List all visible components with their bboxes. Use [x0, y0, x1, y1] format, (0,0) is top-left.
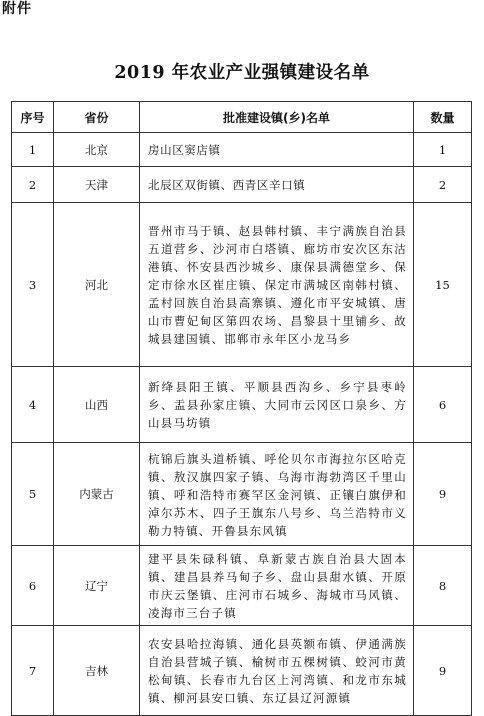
row-province: 辽宁 [54, 546, 140, 626]
row-province: 山西 [54, 367, 140, 443]
row-province: 北京 [54, 133, 140, 167]
row-no: 3 [12, 203, 54, 367]
header-province: 省份 [54, 102, 140, 133]
row-no: 6 [12, 546, 54, 626]
row-towns: 晋州市马于镇、赵县韩村镇、丰宁满族自治县五道营乡、沙河市白塔镇、廊坊市安次区东沽港镇、怀安县西沙城乡、康保县满德堂乡、保定市徐水区崔庄镇、保定市满城区南韩村镇、孟村回族自治县高寨镇、遵化市平安城镇、唐山市曹妃甸区第四农场、昌黎县十里铺乡、故城县建国镇、邯郸市永年区小龙马乡 [140, 203, 414, 367]
row-towns: 杭锦后旗头道桥镇、呼伦贝尔市海拉尔区哈克镇、敖汉旗四家子镇、乌海市海勃湾区千里山镇、呼和浩特市赛罕区金河镇、正镶白旗伊和淖尔苏木、四子王旗东八号乡、乌兰浩特市义勒力特镇、开鲁县东风镇 [140, 443, 414, 546]
table-row [12, 203, 472, 367]
header-towns: 批准建设镇(乡)名单 [140, 102, 414, 133]
row-province: 吉林 [54, 626, 140, 716]
row-towns: 房山区窦店镇 [140, 133, 414, 167]
row-no: 7 [12, 626, 54, 716]
table-header-row [12, 102, 472, 133]
row-towns: 建平县朱碌科镇、阜新蒙古族自治县大固本镇、建昌县养马甸子乡、盘山县甜水镇、开原市庆云堡镇、庄河市石城乡、海城市马风镇、凌海市三台子镇 [140, 546, 414, 626]
town-list-table [11, 101, 472, 716]
row-no: 5 [12, 443, 54, 546]
row-count: 6 [414, 367, 472, 443]
header-no: 序号 [12, 102, 54, 133]
header-count: 数量 [414, 102, 472, 133]
table-row [12, 546, 472, 626]
row-count: 8 [414, 546, 472, 626]
row-province: 内蒙古 [54, 443, 140, 546]
table-row [12, 626, 472, 716]
table-row [12, 167, 472, 203]
row-province: 河北 [54, 203, 140, 367]
row-count: 9 [414, 626, 472, 716]
row-province: 天津 [54, 167, 140, 203]
page-title: 2019 年农业产业强镇建设名单 [114, 63, 370, 83]
row-no: 4 [12, 367, 54, 443]
row-no: 1 [12, 133, 54, 167]
row-towns: 农安县哈拉海镇、通化县英额布镇、伊通满族自治县营城子镇、榆树市五棵树镇、蛟河市黄松甸镇、长春市九台区上河湾镇、和龙市东城镇、柳河县安口镇、东辽县辽河源镇 [140, 626, 414, 716]
row-count: 15 [414, 203, 472, 367]
attachment-label: 附件 [2, 1, 32, 17]
row-count: 9 [414, 443, 472, 546]
table-row [12, 133, 472, 167]
row-towns: 北辰区双街镇、西青区辛口镇 [140, 167, 414, 203]
table-row [12, 443, 472, 546]
row-count: 2 [414, 167, 472, 203]
row-no: 2 [12, 167, 54, 203]
row-count: 1 [414, 133, 472, 167]
table-row [12, 367, 472, 443]
row-towns: 新绛县阳王镇、平顺县西沟乡、乡宁县枣岭乡、盂县孙家庄镇、大同市云冈区口泉乡、方山县马坊镇 [140, 367, 414, 443]
